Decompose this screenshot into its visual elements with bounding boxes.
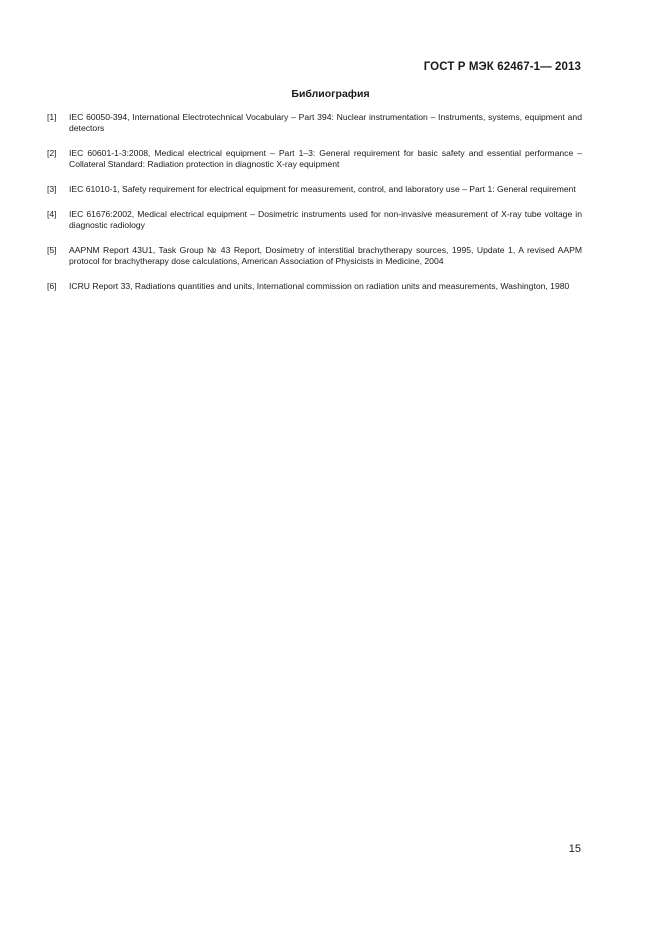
bibliography-item-text: IEC 61676:2002, Medical electrical equipment – Dosimetric instruments used for non-invasive measurement of X-ray tube voltage in diagnostic radiology <box>69 209 582 230</box>
standard-code: ГОСТ Р МЭК 62467-1— 2013 <box>423 61 581 73</box>
page-number: 15 <box>568 843 581 855</box>
bibliography-list <box>47 112 582 306</box>
bibliography-item <box>47 184 582 195</box>
bibliography-item-number: [5] <box>47 245 57 255</box>
bibliography-item <box>47 209 582 231</box>
bibliography-item-text: ICRU Report 33, Radiations quantities and units, International commission on radiation units and measurements, Washington, 1980 <box>69 281 570 291</box>
bibliography-item-text: IEC 60601-1-3:2008, Medical electrical equipment – Part 1–3: General requirement for basic safety and essential performance – Collateral Standard: Radiation protection in diagnostic X-ray equipment <box>69 148 582 169</box>
bibliography-item-number: [2] <box>47 148 57 158</box>
bibliography-item-text: IEC 61010-1, Safety requirement for electrical equipment for measurement, control, and laboratory use – Part 1: General requirement <box>69 184 576 194</box>
bibliography-item-text: AAPNM Report 43U1, Task Group № 43 Report, Dosimetry of interstitial brachytherapy sources, 1995, Update 1, A revised AAPM protocol for brachytherapy dose calculations, American Association of Physicists in Medicine, 2004 <box>69 245 582 266</box>
bibliography-item <box>47 281 582 292</box>
bibliography-item-number: [6] <box>47 281 57 291</box>
bibliography-item <box>47 148 582 170</box>
bibliography-item <box>47 245 582 267</box>
bibliography-item-number: [4] <box>47 209 57 219</box>
bibliography-title: Библиография <box>291 88 370 100</box>
bibliography-item-text: IEC 60050-394, International Electrotechnical Vocabulary – Part 394: Nuclear instrumentation – Instruments, systems, equipment and detectors <box>69 112 582 133</box>
bibliography-item <box>47 112 582 134</box>
bibliography-item-number: [1] <box>47 112 57 122</box>
bibliography-item-number: [3] <box>47 184 57 194</box>
